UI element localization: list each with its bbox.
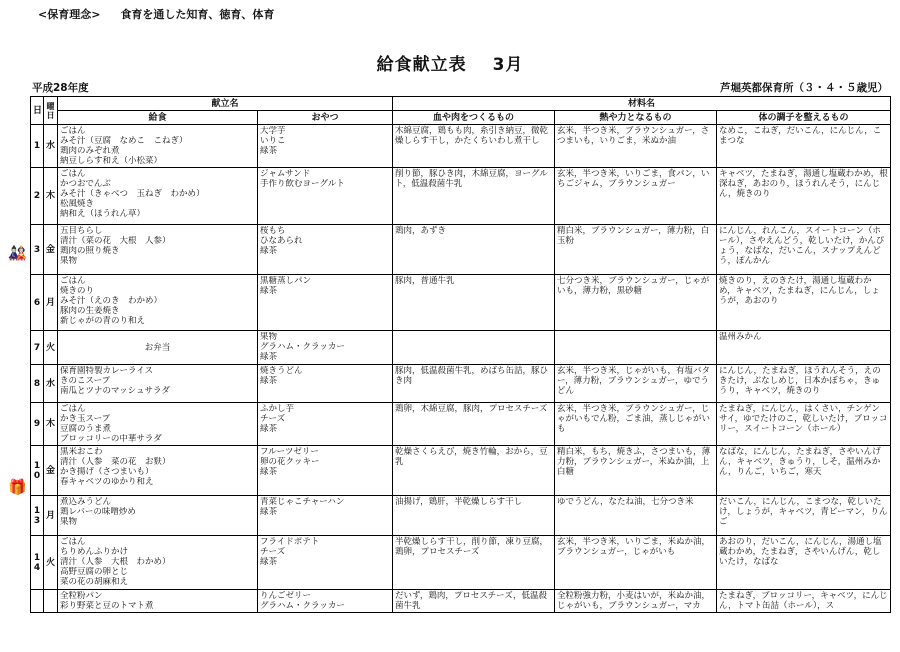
table-row	[31, 496, 891, 536]
snack-cell	[258, 125, 393, 168]
table-row	[31, 536, 891, 590]
snack-item: 果物	[260, 332, 278, 342]
snack-item: フライドポテト	[260, 537, 320, 547]
day-cell: 2	[31, 168, 44, 225]
lunch-cell	[58, 365, 258, 403]
condition-cell: 焼きのり，えのきたけ，湯通し塩蔵わかめ，キャベツ，たまねぎ，にんじん，しょうが，あおのり	[717, 275, 891, 331]
lunch-item: 鶏レバーの味噌炒め	[60, 507, 136, 517]
condition-cell: なめこ，こねぎ，だいこん，にんじん，こまつな	[717, 125, 891, 168]
weekday-cell: 火	[44, 536, 58, 590]
day-cell: 8	[31, 365, 44, 403]
energy-cell: 七分つき米，ブラウンシュガー，じゃがいも，薄力粉，黒砂糖	[555, 275, 717, 331]
snack-item: 緑茶	[260, 246, 278, 256]
hina-dolls-icon: 🎎	[8, 244, 27, 262]
snack-cell	[258, 403, 393, 446]
col-weekday-header: 曜日	[44, 97, 58, 125]
table-row	[31, 125, 891, 168]
blood-cell: 豚肉，低温殺菌牛乳，めばち缶詰，豚ひき肉	[393, 365, 555, 403]
lunch-item: かつおでんぶ	[60, 179, 111, 189]
snack-item: チーズ	[260, 547, 286, 557]
weekday-cell: 月	[44, 496, 58, 536]
lunch-item: 新じゃがの青のり和え	[60, 316, 146, 326]
lunch-item: 保育園特製カレーライス	[60, 366, 154, 376]
lunch-item: 南瓜とツナのマッシュサラダ	[60, 386, 170, 396]
snack-item: グラハム・クラッカー	[260, 601, 345, 611]
fiscal-year: 平成28年度	[32, 82, 89, 94]
lunch-item: 高野豆腐の卵とじ	[60, 567, 129, 577]
lunch-item: ごはん	[60, 169, 86, 179]
lunch-item: 納和え（ほうれん草）	[60, 209, 146, 219]
snack-item: 緑茶	[260, 507, 278, 517]
lunch-item: 清汁（菜の花 大根 人参）	[60, 236, 171, 246]
blood-cell: 豚肉，普通牛乳	[393, 275, 555, 331]
energy-cell: 玄米，半つき米，ブラウンシュガー，さつまいも，いりごま，米ぬか油	[555, 125, 717, 168]
weekday-cell	[44, 590, 58, 613]
condition-cell: たまねぎ，にんじん，はくさい，チンゲンサイ，ゆでたけのこ，乾しいたけ，ブロッコリー，スイートコーン（ホール）	[717, 403, 891, 446]
lunch-item: 果物	[60, 256, 78, 266]
table-row	[31, 590, 891, 613]
day-cell: 6	[31, 275, 44, 331]
lunch-item: 五目ちらし	[60, 226, 103, 236]
lunch-cell	[58, 225, 258, 275]
day-cell: 1	[31, 125, 44, 168]
snack-cell	[258, 536, 393, 590]
title-month: 3月	[492, 55, 524, 75]
lunch-cell	[58, 403, 258, 446]
snack-item: 緑茶	[260, 352, 278, 362]
table-row	[31, 446, 891, 496]
condition-cell: だいこん，にんじん，こまつな，乾しいたけ，しょうが，キャベツ，青ピーマン，りんご	[717, 496, 891, 536]
snack-item: 焼きうどん	[260, 366, 303, 376]
lunch-item: みそ汁（豆腐 なめこ こねぎ）	[60, 136, 188, 146]
lunch-item: 清汁（人参 菜の花 お麩）	[60, 457, 171, 467]
table-row	[31, 275, 891, 331]
blood-cell: 油揚げ，鶏肝，半乾燥しらす干し	[393, 496, 555, 536]
table-row	[31, 365, 891, 403]
blood-cell: だいず，鶏肉，プロセスチーズ，低温殺菌牛乳	[393, 590, 555, 613]
snack-item: ひなあられ	[260, 236, 303, 246]
philosophy-text: 食育を通した知育、徳育、体育	[120, 8, 275, 21]
lunch-item: みそ汁（きゃべつ 玉ねぎ わかめ）	[60, 189, 205, 199]
snack-cell	[258, 365, 393, 403]
lunch-item: 豆腐のうま煮	[60, 424, 112, 434]
group-ingredients-header: 材料名	[393, 97, 891, 111]
weekday-cell: 木	[44, 403, 58, 446]
philosophy	[38, 6, 274, 22]
col-day-header: 日	[31, 97, 44, 125]
lunch-item: 松風焼き	[60, 199, 95, 209]
lunch-item: ごはん	[60, 126, 86, 136]
energy-cell: 玄米，半つき米，じゃがいも，有塩バター，薄力粉，ブラウンシュガー，ゆでうどん	[555, 365, 717, 403]
lunch-item: 鶏肉のみぞれ煮	[60, 146, 120, 156]
lunch-item: みそ汁（えのき わかめ）	[60, 296, 163, 306]
lunch-item: きのこスープ	[60, 376, 111, 386]
blood-cell: 鶏肉，あずき	[393, 225, 555, 275]
condition-cell: 温州みかん	[717, 331, 891, 365]
energy-cell: 精白米，もち，焼きふ，さつまいも，薄力粉，ブラウンシュガー，米ぬか油，上白糖	[555, 446, 717, 496]
energy-cell	[555, 331, 717, 365]
energy-cell: ゆでうどん，なたね油，七分つき米	[555, 496, 717, 536]
lunch-item: ごはん	[60, 276, 86, 286]
energy-cell: 玄米，半つき米，いりごま，米ぬか油，ブラウンシュガー，じゃがいも	[555, 536, 717, 590]
lunch-cell	[58, 125, 258, 168]
lunch-item: ごはん	[60, 537, 86, 547]
col-condition-header: 体の調子を整えるもの	[717, 111, 891, 125]
condition-cell: あおのり，だいこん，にんじん，湯通し塩蔵わかめ，たまねぎ，さやいんげん，乾しいたけ，なばな	[717, 536, 891, 590]
snack-item: 桜もち	[260, 226, 286, 236]
lunch-cell: お弁当	[58, 331, 258, 365]
lunch-item: 菜の花の胡麻和え	[60, 577, 129, 587]
table-row	[31, 168, 891, 225]
lunch-item: かき玉スープ	[60, 414, 111, 424]
lunch-item: 全粒粉パン	[60, 591, 103, 601]
gift-icon: 🎁	[8, 478, 27, 496]
table-row	[31, 331, 891, 365]
lunch-item: 春キャベツのゆかり和え	[60, 477, 154, 487]
snack-cell	[258, 225, 393, 275]
snack-item: 緑茶	[260, 557, 278, 567]
weekday-cell: 水	[44, 365, 58, 403]
col-energy-header: 熱や力となるもの	[555, 111, 717, 125]
snack-item: 緑茶	[260, 286, 278, 296]
energy-cell: 全粒粉強力粉，小麦はいが，米ぬか油，じゃがいも，ブラウンシュガー，マカ	[555, 590, 717, 613]
condition-cell: にんじん，たまねぎ，ほうれんそう，えのきたけ，ぶなしめじ，日本かぼちゃ，きゅうり，キャベツ，焼きのり	[717, 365, 891, 403]
energy-cell: 精白米，ブラウンシュガー，薄力粉，白玉粉	[555, 225, 717, 275]
blood-cell	[393, 331, 555, 365]
snack-item: グラハム・クラッカー	[260, 342, 345, 352]
snack-item: 緑茶	[260, 467, 278, 477]
snack-cell	[258, 331, 393, 365]
snack-cell	[258, 446, 393, 496]
day-cell: 10	[31, 446, 44, 496]
snack-item: ふかし芋	[260, 404, 295, 414]
table-row	[31, 225, 891, 275]
lunch-item: かき揚げ（さつまいも）	[60, 467, 154, 477]
lunch-item: ごはん	[60, 404, 86, 414]
snack-item: 大学芋	[260, 126, 286, 136]
snack-item: 緑茶	[260, 376, 278, 386]
day-cell: 14	[31, 536, 44, 590]
snack-item: 卵の花クッキー	[260, 457, 320, 467]
weekday-cell: 金	[44, 225, 58, 275]
lunch-item: 煮込みうどん	[60, 497, 112, 507]
table-row	[31, 403, 891, 446]
snack-item: りんごゼリー	[260, 591, 312, 601]
condition-cell: たまねぎ，ブロッコリー，キャベツ，にんじん，トマト缶詰（ホール），ス	[717, 590, 891, 613]
day-cell	[31, 590, 44, 613]
condition-cell: にんじん，れんこん，スイートコーン（ホール），さやえんどう，乾しいたけ，かんぴょう，なばな，だいこん，スナップえんどう，ぽんかん	[717, 225, 891, 275]
weekday-cell: 月	[44, 275, 58, 331]
group-menu-header: 献立名	[58, 97, 393, 111]
lunch-cell	[58, 536, 258, 590]
lunch-item: 果物	[60, 517, 78, 527]
day-cell: 3	[31, 225, 44, 275]
lunch-cell	[58, 590, 258, 613]
lunch-item: 納豆しらす和え（小松菜）	[60, 156, 163, 166]
col-blood-header: 血や肉をつくるもの	[393, 111, 555, 125]
lunch-item: ブロッコリーの中華サラダ	[60, 434, 162, 444]
blood-cell: 半乾燥しらす干し，削り節，凍り豆腐，鶏卵，プロセスチーズ	[393, 536, 555, 590]
snack-item: チーズ	[260, 414, 286, 424]
condition-cell: なばな，にんじん，たまねぎ，さやいんげん，キャベツ，きゅうり，しそ，温州みかん，りんご，いちご，寒天	[717, 446, 891, 496]
menu-body	[31, 125, 891, 613]
energy-cell: 玄米，半つき米，ブラウンシュガー，じゃがいもでん粉，ごま油，蒸しじゃがいも	[555, 403, 717, 446]
weekday-cell: 木	[44, 168, 58, 225]
snack-item: 手作り飲むヨーグルト	[260, 179, 345, 189]
snack-item: 緑茶	[260, 146, 278, 156]
lunch-cell	[58, 275, 258, 331]
lunch-cell	[58, 496, 258, 536]
title-text: 給食献立表	[376, 55, 467, 75]
snack-cell	[258, 168, 393, 225]
snack-item: フルーツゼリー	[260, 447, 319, 457]
lunch-item: 彩り野菜と豆のトマト煮	[60, 601, 154, 611]
blood-cell: 乾燥さくらえび，焼き竹輪，おから，豆乳	[393, 446, 555, 496]
snack-item: 青菜じゃこチャーハン	[260, 497, 345, 507]
snack-item: いりこ	[260, 136, 286, 146]
menu-table	[30, 96, 891, 613]
lunch-item: ちりめんふりかけ	[60, 547, 129, 557]
day-cell: 13	[31, 496, 44, 536]
snack-item: 緑茶	[260, 424, 278, 434]
snack-item: ジャムサンド	[260, 169, 311, 179]
weekday-cell: 火	[44, 331, 58, 365]
facility-name: 芦堀英都保育所（３・４・５歳児）	[720, 82, 888, 94]
snack-cell	[258, 275, 393, 331]
snack-cell	[258, 496, 393, 536]
lunch-item: 黒米おこわ	[60, 447, 103, 457]
snack-cell	[258, 590, 393, 613]
snack-item: 黒糖蒸しパン	[260, 276, 312, 286]
philosophy-label: <保育理念>	[38, 8, 101, 21]
weekday-cell: 水	[44, 125, 58, 168]
blood-cell: 削り節，豚ひき肉，木綿豆腐，ヨーグルト，低温殺菌牛乳	[393, 168, 555, 225]
day-cell: 7	[31, 331, 44, 365]
lunch-item: 鶏肉の照り焼き	[60, 246, 120, 256]
blood-cell: 鶏卵，木綿豆腐，豚肉，プロセスチーズ	[393, 403, 555, 446]
condition-cell: キャベツ，たまねぎ，湯通し塩蔵わかめ，根深ねぎ，あおのり，ほうれんそう，にんじん，焼きのり	[717, 168, 891, 225]
lunch-item: 清汁（人参 大根 わかめ）	[60, 557, 171, 567]
page-title	[0, 50, 900, 75]
day-cell: 9	[31, 403, 44, 446]
col-snack-header: おやつ	[258, 111, 393, 125]
lunch-cell	[58, 446, 258, 496]
weekday-cell: 金	[44, 446, 58, 496]
lunch-cell	[58, 168, 258, 225]
lunch-item: 豚肉の生姜焼き	[60, 306, 120, 316]
lunch-item: 焼きのり	[60, 286, 95, 296]
col-lunch-header: 給食	[58, 111, 258, 125]
blood-cell: 木綿豆腐，鶏もも肉，糸引き納豆，微乾燥しらす干し，かたくちいわし煮干し	[393, 125, 555, 168]
energy-cell: 玄米，半つき米，いりごま，食パン，いちごジャム，ブラウンシュガー	[555, 168, 717, 225]
